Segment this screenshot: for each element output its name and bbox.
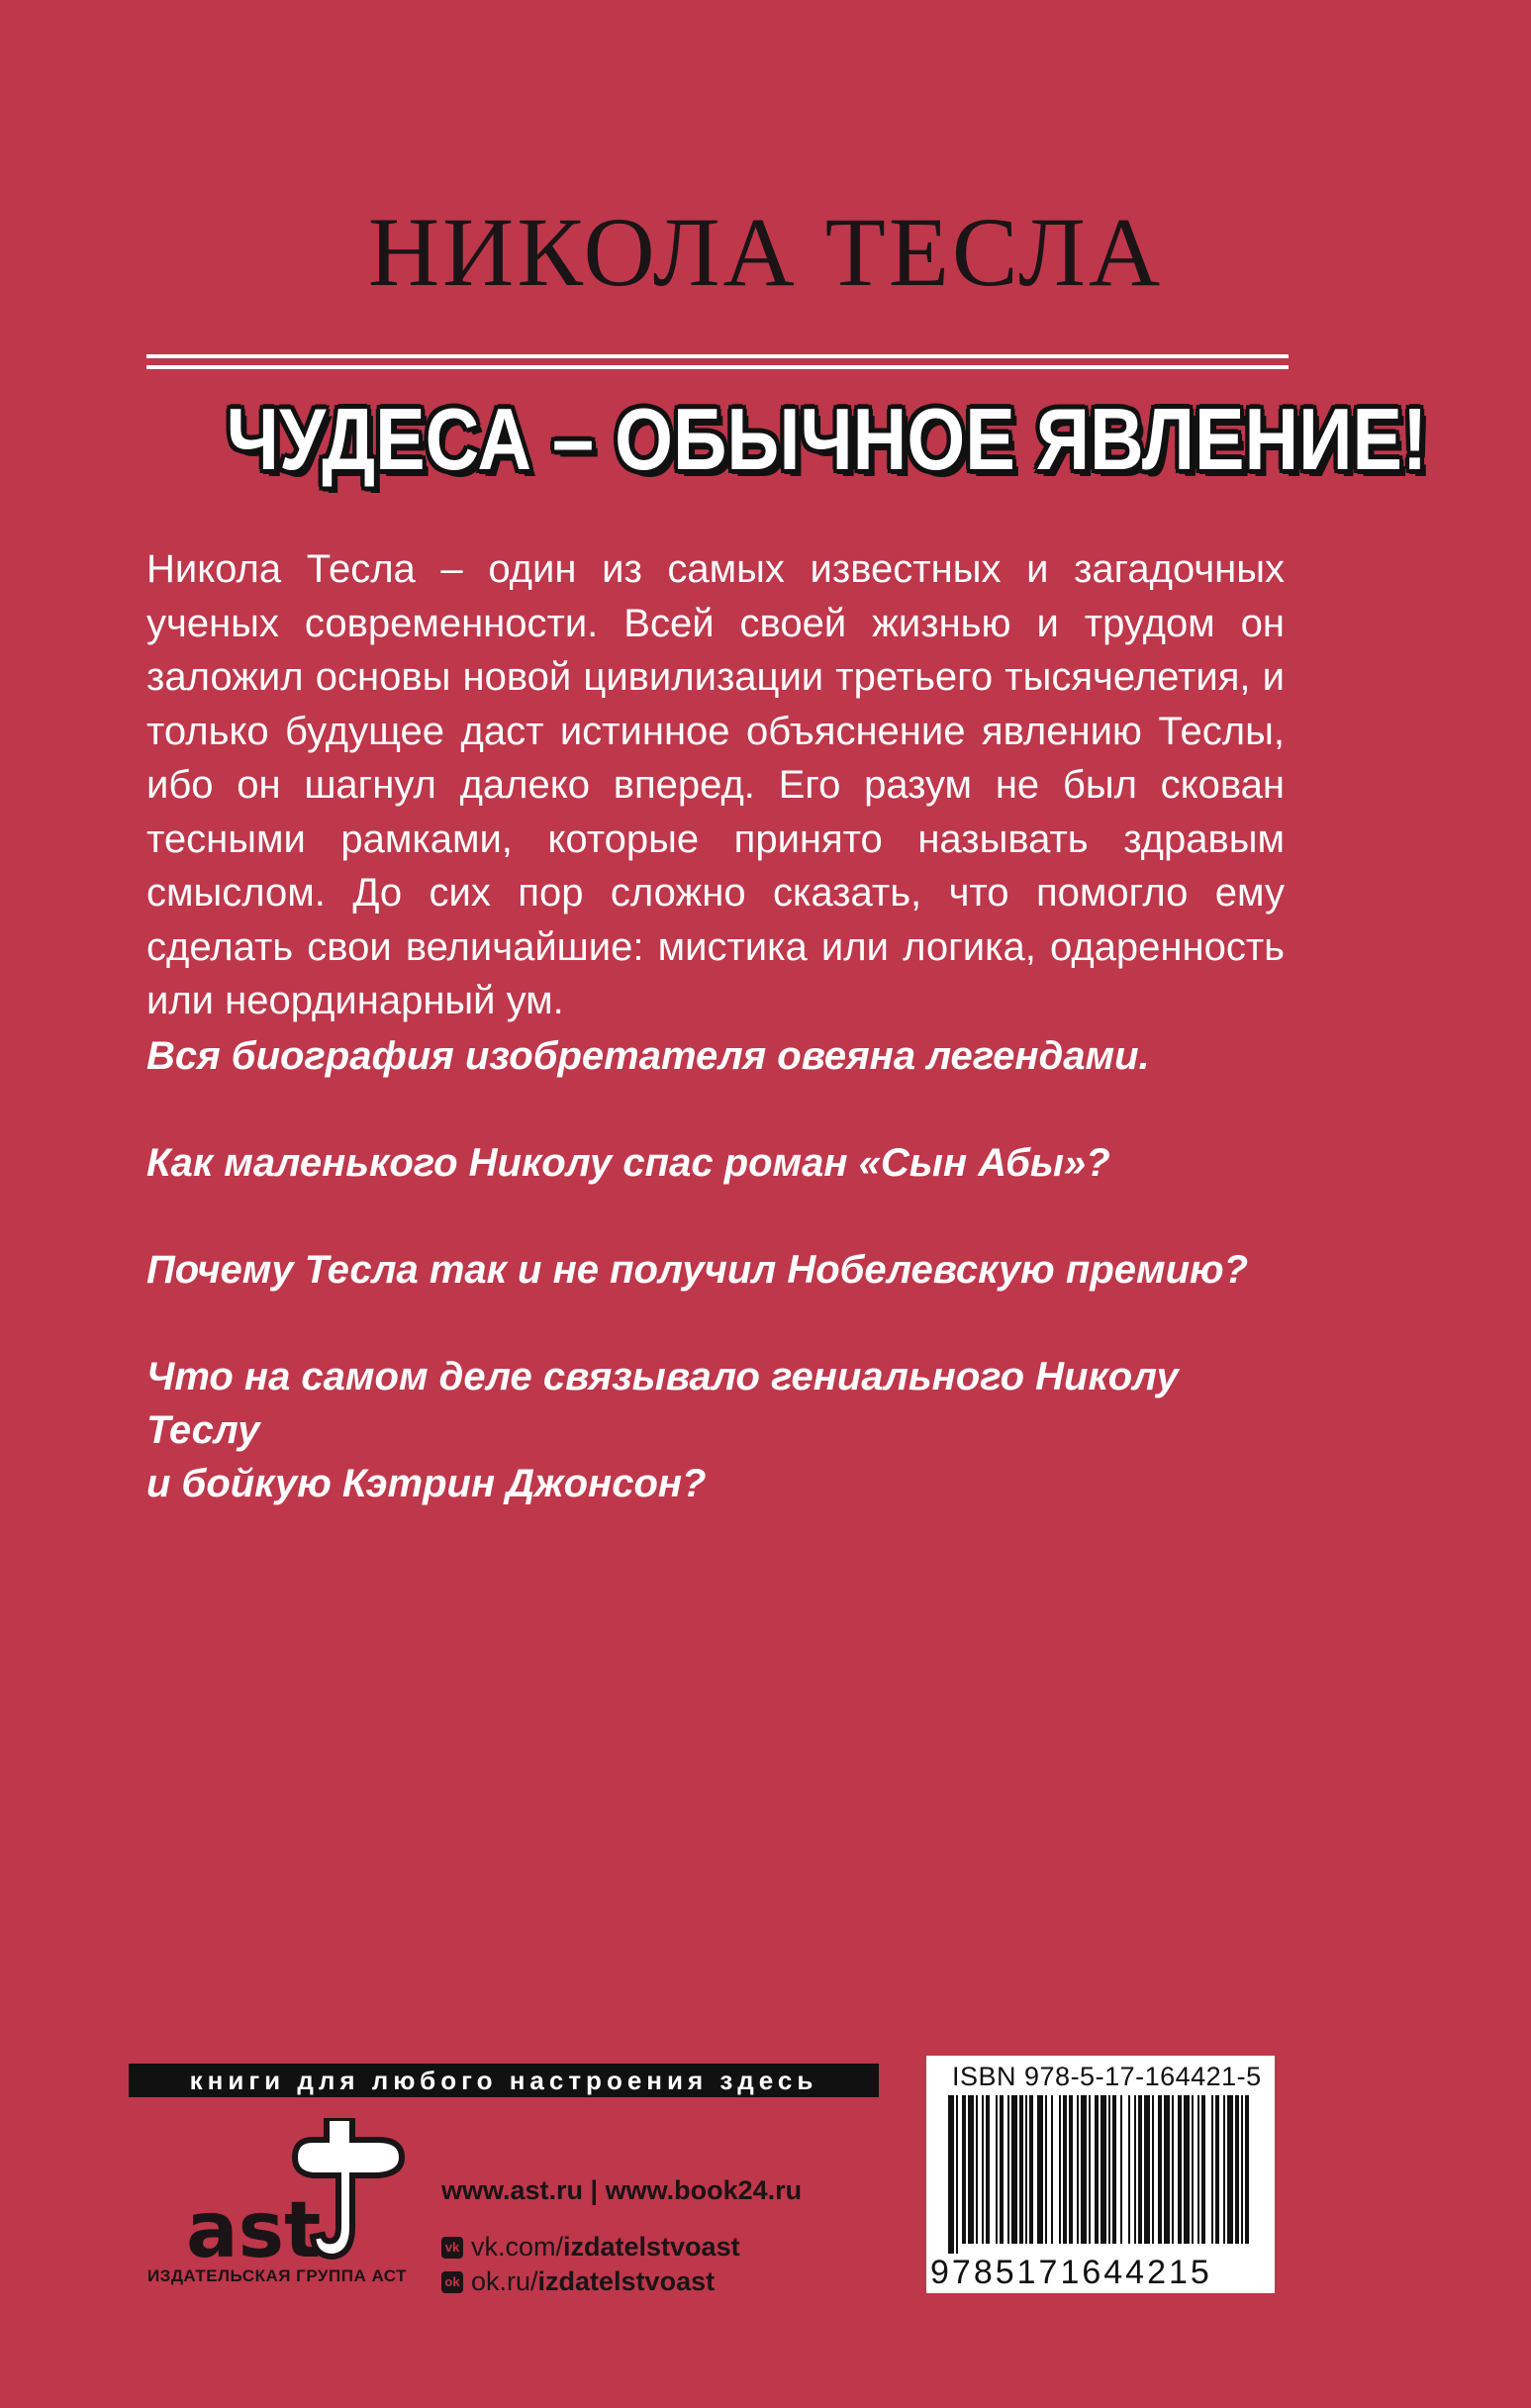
barcode-bar bbox=[1223, 2095, 1225, 2244]
teaser-questions bbox=[146, 1029, 1289, 1564]
barcode-bar bbox=[1011, 2095, 1017, 2244]
barcode-bar bbox=[1120, 2095, 1122, 2244]
barcode-bar bbox=[1197, 2095, 1199, 2244]
ean-digits: 9785171644215 bbox=[930, 2254, 1212, 2291]
social-handle: izdatelstvoast bbox=[563, 2232, 740, 2262]
barcode-bar bbox=[1164, 2095, 1170, 2244]
teaser-question: Почему Тесла так и не получил Нобелевскую премию? bbox=[146, 1248, 1249, 1292]
barcode-bar bbox=[1184, 2095, 1190, 2244]
headline: ЧУДЕСА – ОБЫЧНОЕ ЯВЛЕНИЕ! bbox=[226, 390, 1428, 488]
barcode-bar bbox=[1245, 2095, 1249, 2244]
barcode-bar bbox=[968, 2095, 974, 2244]
barcode-bar bbox=[1192, 2095, 1194, 2244]
barcode-bar bbox=[1045, 2095, 1047, 2244]
publisher-caption: ИЗДАТЕЛЬСКАЯ ГРУППА АСТ bbox=[146, 2266, 408, 2285]
barcode-panel bbox=[926, 2056, 1275, 2293]
barcode-bar bbox=[1152, 2095, 1154, 2244]
barcode-bar bbox=[1000, 2095, 1004, 2244]
barcode-bar bbox=[1019, 2095, 1023, 2244]
tagline-banner: книги для любого настроения здесь bbox=[129, 2064, 879, 2097]
barcode-bar bbox=[956, 2095, 958, 2254]
social-link-ok[interactable] bbox=[441, 2266, 802, 2297]
barcode-bar bbox=[1178, 2095, 1182, 2244]
barcode-bar bbox=[1235, 2095, 1239, 2244]
barcode-bar bbox=[982, 2095, 984, 2244]
barcode-bar bbox=[1069, 2095, 1073, 2244]
barcode-bar bbox=[986, 2095, 990, 2244]
barcode-bar bbox=[1128, 2095, 1130, 2244]
social-prefix: ok.ru/ bbox=[471, 2266, 538, 2296]
barcode-bar bbox=[1201, 2095, 1205, 2244]
barcode-bar bbox=[1144, 2095, 1150, 2244]
teaser-question: Вся биография изобретателя овеяна легендами. bbox=[146, 1034, 1150, 1078]
barcode-bar bbox=[1134, 2095, 1136, 2244]
barcode-bar bbox=[976, 2095, 978, 2244]
barcode-bar bbox=[1051, 2095, 1053, 2244]
barcode-bar bbox=[1211, 2095, 1213, 2244]
barcode-bar bbox=[1059, 2095, 1061, 2244]
publisher-links bbox=[441, 2175, 802, 2301]
vk-icon: vk bbox=[441, 2237, 463, 2259]
social-link-vk[interactable] bbox=[441, 2232, 802, 2263]
author-name: НИКОЛА ТЕСЛА bbox=[367, 197, 1164, 307]
barcode-bar bbox=[1108, 2095, 1110, 2244]
isbn-number: ISBN 978-5-17-164421-5 bbox=[952, 2062, 1262, 2091]
barcode-bar bbox=[1241, 2095, 1243, 2244]
barcode-bar bbox=[1158, 2095, 1162, 2244]
logo-text: ast bbox=[186, 2186, 322, 2275]
barcode-bar bbox=[1037, 2095, 1043, 2244]
divider-line-bottom bbox=[146, 365, 1289, 369]
barcode-bar bbox=[1089, 2095, 1091, 2244]
barcode-bar bbox=[1081, 2095, 1087, 2244]
barcode-bar bbox=[1227, 2095, 1233, 2244]
social-handle: izdatelstvoast bbox=[537, 2266, 716, 2296]
barcode-bar bbox=[1007, 2095, 1009, 2244]
intro-paragraph: Никола Тесла – один из самых известных и загадочных ученых современности. Всей своей жизнью и трудом он заложил основы новой цивилизации третьего тысячелетия, и только будущее даст истинное объяснение явлению Теслы, ибо он шагнул далеко вперед. Его разум не был скован тесными рамками, которые принято называть здравым смыслом. До сих пор сложно сказать, что помогло ему сделать свои величайшие: мистика или логика, одаренность или неординарный ум. bbox=[146, 547, 1285, 1022]
barcode-bar bbox=[1215, 2095, 1219, 2244]
teaser-question: Что на самом деле связывало гениального Николу Теслу и бойкую Кэтрин Джонсон? bbox=[146, 1355, 1179, 1505]
website-links[interactable]: www.ast.ru | www.book24.ru bbox=[441, 2175, 803, 2205]
barcode-bar bbox=[1029, 2095, 1033, 2244]
barcode-bar bbox=[1112, 2095, 1116, 2244]
barcode-bar bbox=[948, 2095, 954, 2254]
barcode-bar bbox=[1095, 2095, 1099, 2244]
barcode-bar bbox=[996, 2095, 998, 2244]
barcode-bar bbox=[1172, 2095, 1174, 2244]
barcode bbox=[948, 2095, 1253, 2254]
barcode-bar bbox=[1025, 2095, 1027, 2244]
social-prefix: vk.com/ bbox=[471, 2232, 564, 2262]
barcode-bar bbox=[1077, 2095, 1079, 2244]
divider-line-top bbox=[146, 354, 1289, 358]
barcode-bar bbox=[1100, 2095, 1106, 2244]
barcode-bar bbox=[1138, 2095, 1142, 2244]
barcode-bar bbox=[1063, 2095, 1067, 2244]
teaser-question: Как маленького Николу спас роман «Сын Абы»? bbox=[146, 1141, 1110, 1185]
barcode-bar bbox=[962, 2095, 966, 2244]
ok-icon: ok bbox=[441, 2271, 463, 2293]
